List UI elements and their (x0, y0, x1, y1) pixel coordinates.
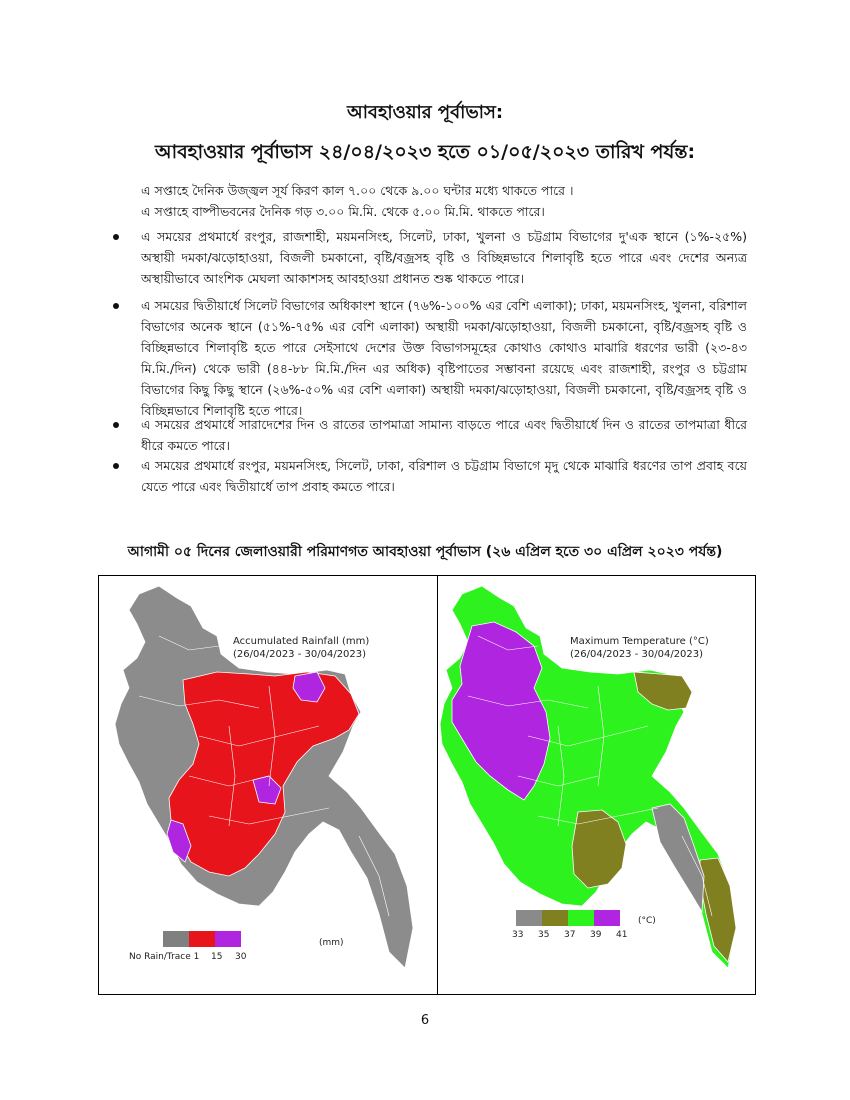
temperature-map-dates: (26/04/2023 - 30/04/2023) (570, 649, 704, 660)
legend-swatch-olive (542, 910, 568, 926)
legend-label: 37 (564, 930, 576, 940)
bullet-dot (113, 422, 119, 428)
legend-label: 39 (590, 930, 602, 940)
rainfall-map-dates: (26/04/2023 - 30/04/2023) (233, 649, 367, 660)
sunshine-text: এ সপ্তাহে দৈনিক উজ্জ্বল সূর্য কিরণ কাল ৭.০০ থেকে ৯.০০ ঘন্টার মধ্যে থাকতে পারে । (141, 183, 574, 198)
legend-swatch-grey (163, 931, 189, 947)
temperature-map-title: Maximum Temperature (°C) (570, 636, 709, 647)
legend-swatch-grey (516, 910, 542, 926)
legend-label: 30 (235, 952, 247, 962)
map-region-temp-35-37 (572, 810, 626, 888)
rainfall-map-title: Accumulated Rainfall (mm) (233, 636, 370, 647)
bullet-dot (113, 234, 119, 240)
rainfall-unit: (mm) (319, 938, 344, 948)
map-region-temp-35-37 (700, 858, 736, 962)
legend-swatch-purple (215, 931, 241, 947)
legend-swatch-green (568, 910, 594, 926)
legend-swatch-purple (594, 910, 620, 926)
forecast-period-title: আবহাওয়ার পূর্বাভাস ২৪/০৪/২০২৩ হতে ০১/০৫/২০২৩ তারিখ পর্যন্ত: (154, 141, 696, 163)
temperature-unit: (°C) (638, 916, 656, 926)
legend-label: 15 (211, 952, 223, 962)
legend-swatch-red (189, 931, 215, 947)
bullet-item-2: এ সময়ের দ্বিতীয়ার্ধে সিলেট বিভাগের অধিকাংশ স্থানে (৭৬%-১০০% এর বেশি এলাকা); ঢাকা, ময়মনসিংহ, খুলনা, বরিশাল বিভাগের অনেক স্থানে (৫১%-৭৫% এর বেশি এলাকা) অস্থায়ী দমকা/ঝড়োহাওয়া, বিজলী চমকানো, বৃষ্টি/বজ্রসহ বৃষ্টি ও বিচ্ছিন্নভাবে শিলাবৃষ্টি হতে পারে সেইসাথে দেশের উক্ত বিভাগসমূহের কোথাও কোথাও মাঝারি ধরণের ভারী (২৩-৪৩ মি.মি./দিন) থেকে ভারী (৪৪-৮৮ মি.মি./দিন এর অধিক) বৃষ্টিপাতের সম্ভাবনা রয়েছে এবং রাজশাহী, রংপুর ও চট্টগ্রাম বিভাগের কিছু কিছু স্থানে (২৬%-৫০% এর বেশি এলাকা) অস্থায়ী দমকা/ঝড়োহাওয়া, বিজলী চমকানো, বৃষ্টি/বজ্রসহ বৃষ্টি ও বিচ্ছিন্নভাবে শিলাবৃষ্টি হতে পারে। (141, 298, 747, 418)
legend-label: 41 (616, 930, 628, 940)
bullet-dot (113, 463, 119, 469)
bullet-item-3: এ সময়ের প্রথমার্ধে সারাদেশের দিন ও রাতের তাপমাত্রা সামান্য বাড়তে পারে এবং দ্বিতীয়ার্ধে দিন ও রাতের তাপমাত্রা ধীরে ধীরে কমতে পারে। (141, 417, 747, 453)
page-number: 6 (420, 1013, 430, 1028)
legend-label: No Rain/Trace 1 (129, 952, 200, 962)
map-region-temp-33-35 (652, 804, 704, 912)
bullet-item-1: এ সময়ের প্রথমার্ধে রংপুর, রাজশাহী, ময়মনসিংহ, সিলেট, ঢাকা, খুলনা ও চট্টগ্রাম বিভাগের দু'এক স্থানে (১%-২৫%) অস্থায়ী দমকা/ঝড়োহাওয়া, বিজলী চমকানো, বৃষ্টি/বজ্রসহ বৃষ্টি ও বিচ্ছিন্নভাবে শিলাবৃষ্টি হতে পারে এবং দেশের অন্যত্র অস্থায়ীভাবে আংশিক মেঘলা আকাশসহ আবহাওয়া প্রধানত শুষ্ক থাকতে পারে। (141, 229, 747, 286)
rainfall-map-panel (99, 576, 437, 994)
bullet-dot (113, 303, 119, 309)
maps-heading: আগামী ০৫ দিনের জেলাওয়ারী পরিমাণগত আবহাওয়া পূর্বাভাস (২৬ এপ্রিল হতে ৩০ এপ্রিল ২০২৩ পর্যন্ত) (127, 544, 723, 560)
bullet-item-4: এ সময়ের প্রথমার্ধে রংপুর, ময়মনসিংহ, সিলেট, ঢাকা, বরিশাল ও চট্টগ্রাম বিভাগে মৃদু থেকে মাঝারি ধরণের তাপ প্রবাহ বয়ে যেতে পারে এবং দ্বিতীয়ার্ধে তাপ প্রবাহ কমতে পারে। (141, 458, 747, 494)
evaporation-text: এ সপ্তাহে বাষ্পীভবনের দৈনিক গড় ৩.০০ মি.মি. থেকে ৫.০০ মি.মি. থাকতে পারে। (141, 204, 545, 219)
temperature-map-panel (438, 576, 755, 994)
legend-label: 33 (512, 930, 524, 940)
legend-label: 35 (538, 930, 550, 940)
maps-table (98, 575, 756, 995)
forecast-title: আবহাওয়ার পূর্বাভাস: (346, 102, 504, 123)
